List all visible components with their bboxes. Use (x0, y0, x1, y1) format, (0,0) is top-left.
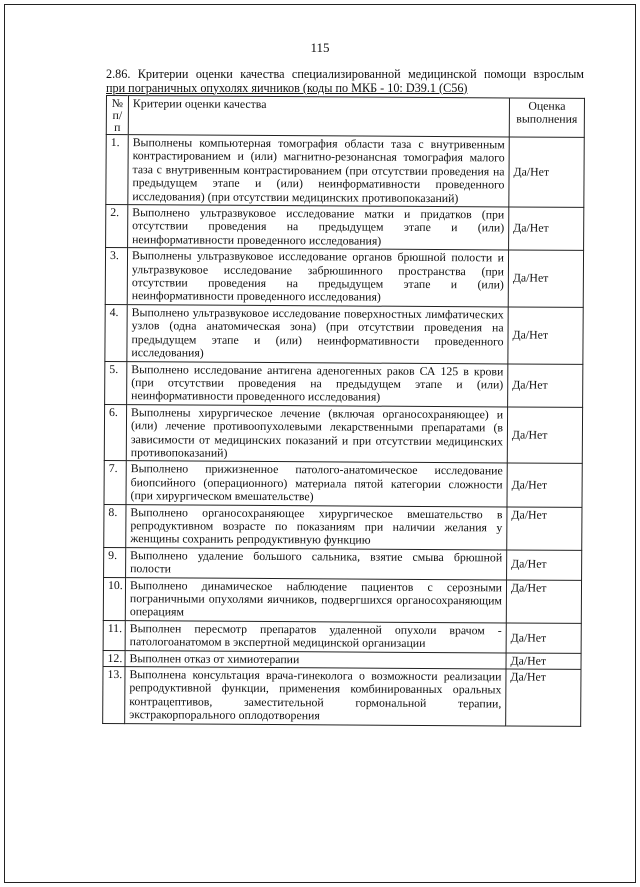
row-criterion: Выполнено удаление большого сальника, взятие смыва брюшной полости (126, 547, 507, 579)
row-criterion: Выполнены хирургическое лечение (включая органосохраняющее) и (или) лечение противоопухолевыми лекарственными препаратами (в зависимости от медицинских показаний и при отсутствии медицинских противопоказаний) (126, 404, 507, 463)
row-grade: Да/Нет (508, 250, 583, 307)
row-number: 12. (103, 650, 125, 667)
table-row (105, 304, 583, 364)
table-header-row (106, 96, 584, 138)
header-grade: Оценка выполнения (509, 98, 584, 137)
table-row (105, 248, 583, 308)
table-row (105, 361, 583, 407)
row-grade: Да/Нет (507, 507, 582, 551)
row-criterion: Выполнен пересмотр препаратов удаленной опухоли врачом - патологоанатомом в экспертной медицинской организации (125, 620, 506, 652)
row-criterion: Выполнен отказ от химиотерапии (125, 650, 506, 669)
row-number: 7. (104, 461, 126, 504)
section-heading (106, 68, 584, 95)
table-row (103, 577, 581, 623)
table-row (106, 135, 584, 208)
row-grade: Да/Нет (508, 307, 583, 364)
table-row (104, 504, 582, 550)
row-criterion: Выполнены компьютерная томография области таза с внутривенным контрастированием и (или) магнитно-резонансная томография малого таза с внутривенным контрастированием (при отсутствии проведения на предыдущем этапе и (или) неинформативности проведенного исследования) (при отсутствии медицинских противопоказаний) (128, 135, 509, 207)
row-grade: Да/Нет (506, 580, 581, 624)
row-grade: Да/Нет (507, 407, 582, 464)
row-criterion: Выполнены ультразвуковое исследование органов брюшной полости и ультразвуковое исследование забрюшинного пространства (при отсутствии проведения на предыдущем этапе и (или) неинформативности проведенного исследования) (127, 248, 508, 307)
row-criterion: Выполнено ультразвуковое исследование поверхностных лимфатических узлов (одна анатомическая зона) (при отсутствии проведения на предыдущем этапе и (или) неинформативности проведенного исследования) (127, 305, 508, 364)
row-grade: Да/Нет (509, 137, 584, 207)
row-criterion: Выполнено прижизненное патолого-анатомическое исследование биопсийного (операционного) материала пятой категории сложности (при хирургическом вмешательстве) (126, 461, 507, 507)
row-criterion: Выполнено ультразвуковое исследование матки и придатков (при отсутствии проведения на предыдущем этапе и (или) неинформативности проведенного исследования) (128, 205, 509, 251)
table-row (103, 620, 581, 653)
row-number: 13. (103, 667, 125, 724)
row-number: 3. (105, 248, 127, 305)
row-number: 4. (105, 304, 127, 361)
row-grade: Да/Нет (506, 669, 581, 726)
row-number: 10. (103, 577, 125, 620)
table-row (103, 667, 581, 727)
row-criterion: Выполнено исследование антигена аденогенных раков СА 125 в крови (при отсутствии проведения на предыдущем этапе и (или) неинформативности проведенного исследования) (127, 361, 508, 407)
row-grade: Да/Нет (509, 207, 584, 251)
table-row (104, 461, 582, 507)
row-grade: Да/Нет (506, 653, 581, 670)
page-number: 115 (310, 40, 330, 55)
row-number: 2. (106, 205, 128, 248)
header-num: № п/п (106, 96, 128, 135)
row-number: 1. (106, 135, 128, 205)
row-grade: Да/Нет (506, 623, 581, 653)
row-number: 11. (103, 620, 125, 650)
table-row (106, 205, 584, 251)
row-number: 6. (104, 404, 126, 461)
criteria-table (102, 95, 585, 727)
row-criterion: Выполнено органосохраняющее хирургическое вмешательство в репродуктивном возрасте по показаниям при наличии желания у женщины сохранить репродуктивную функцию (126, 504, 507, 550)
row-number: 8. (104, 504, 126, 547)
table-row (104, 404, 582, 464)
row-grade: Да/Нет (507, 550, 582, 580)
row-number: 5. (105, 361, 127, 404)
heading-line-2: при пограничных опухолях яичников (коды по МКБ - 10: D39.1 (С56) (106, 80, 468, 95)
row-criterion: Выполнена консультация врача-гинеколога о возможности реализации репродуктивной функции, применения комбинированных оральных контрацептивов, заместительной гормональной терапии, экстракорпорального оплодотворения (125, 667, 506, 726)
row-criterion: Выполнено динамическое наблюдение пациентов с серозными пограничными опухолями яичников, подвергшихся органосохраняющим операциям (125, 577, 506, 623)
header-criteria: Критерии оценки качества (128, 96, 509, 137)
heading-line-1: 2.86. Критерии оценки качества специализированной медицинской помощи взрослым (106, 67, 584, 81)
row-grade: Да/Нет (507, 463, 582, 507)
table-row (104, 547, 582, 580)
row-grade: Да/Нет (508, 363, 583, 407)
row-number: 9. (104, 547, 126, 577)
